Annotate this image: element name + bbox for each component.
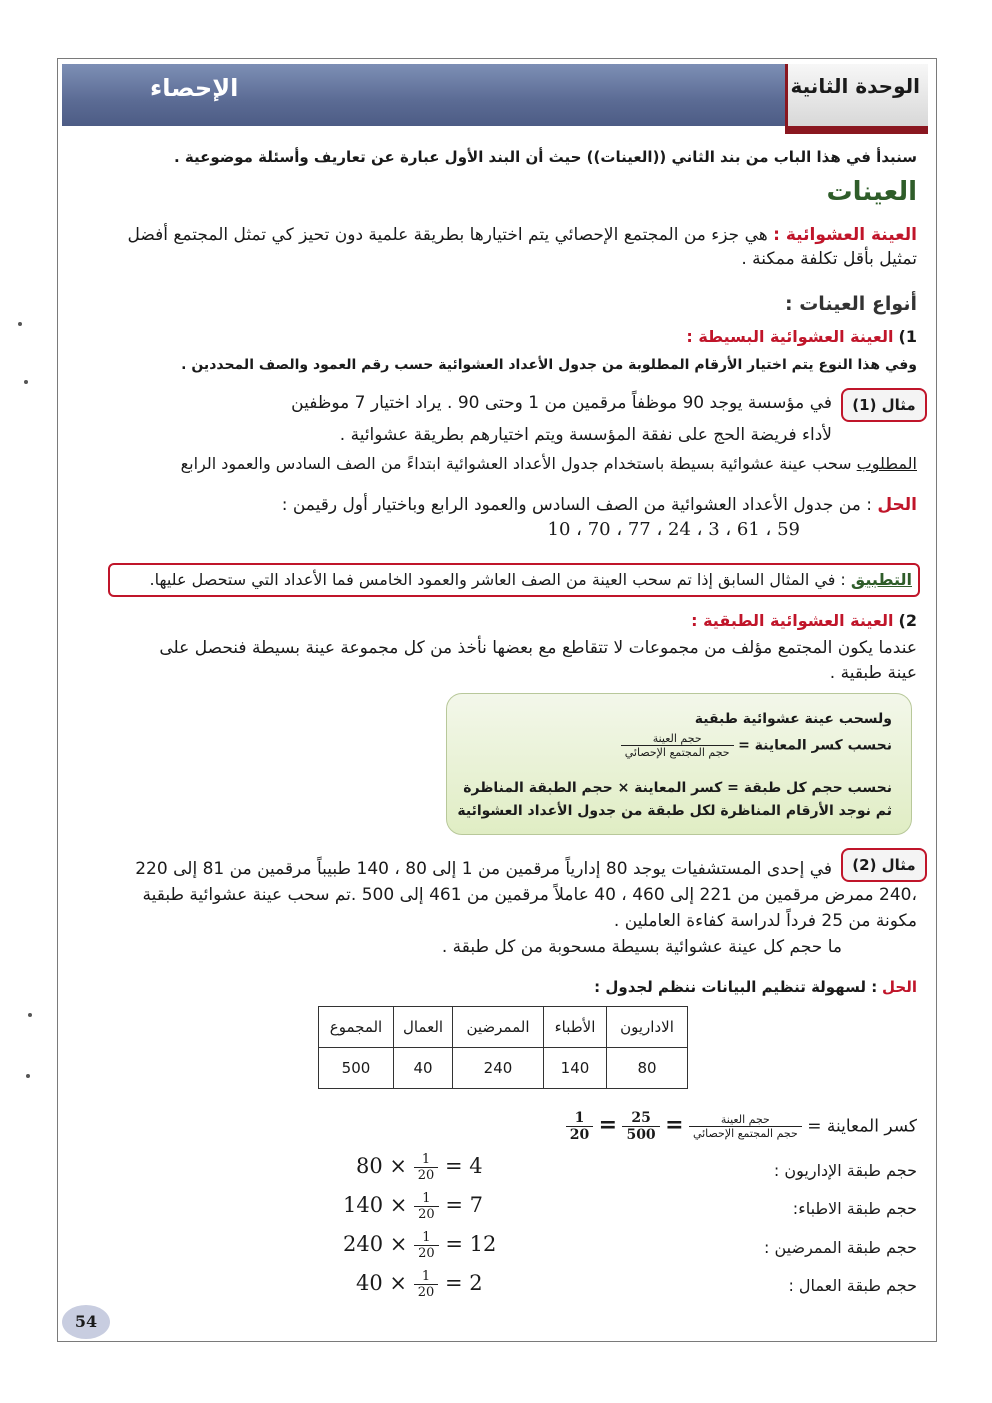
equals-sign: =: [445, 1232, 463, 1256]
example-1-solution: [282, 494, 917, 516]
table-row: [319, 1048, 688, 1089]
green-box-line-2: نحسب حجم كل طبقة = كسر المعاينة × حجم الطبقة المناظرة: [463, 780, 892, 796]
equals-sign: =: [598, 1112, 618, 1138]
stratum-calculation: [343, 1230, 496, 1261]
fraction-denominator: 20: [418, 1246, 435, 1261]
stratified-heading: [691, 610, 917, 632]
definition-line-2: تمثيل بأقل تكلفة ممكنة .: [741, 249, 917, 269]
simple-number: 1): [898, 327, 917, 346]
stratum-result: 12: [469, 1232, 497, 1256]
application-text: [150, 569, 912, 591]
fraction-numerator: 1: [414, 1230, 439, 1246]
stratum-label: حجم طبقة الإداريون :: [773, 1161, 917, 1180]
types-title: أنواع العينات :: [785, 293, 917, 315]
table-cell: 80: [607, 1048, 688, 1089]
required-label: المطلوب: [856, 454, 917, 473]
solution-2-label: الحل: [882, 978, 917, 996]
example-2-line-4: ما حجم كل عينة عشوائية بسيطة مسحوبة من كل طبقة .: [441, 937, 842, 957]
example-2-tag: مثال (2): [841, 848, 927, 882]
header-accent: [785, 126, 928, 134]
equals-sign: =: [444, 1271, 463, 1295]
fraction-numerator: 1: [414, 1152, 439, 1168]
stratum-calculation: [356, 1152, 483, 1183]
example-2-line-2: ،240 ممرض مرقمين من 221 إلى 460 ، 40 عاملاً مرقمين من 461 إلى 500 .تم سحب عينة عشوائية طبقية: [142, 885, 917, 905]
scan-dot: [18, 322, 22, 326]
stratum-label: حجم طبقة العمال :: [788, 1276, 917, 1295]
fraction-1-20: [566, 1110, 593, 1143]
equals-sign: =: [444, 1154, 463, 1178]
stratum-count: 240: [343, 1232, 384, 1256]
times-sign: ×: [389, 1193, 408, 1217]
stratum-count: 40: [356, 1271, 383, 1295]
solution-text: : من جدول الأعداد العشوائية من الصف السادس والعمود الرابع وباختيار أول رقيمن :: [281, 495, 872, 515]
fraction-denominator: حجم المجتمع الإحصائي: [624, 746, 730, 759]
stratified-number: 2): [898, 611, 917, 630]
scan-dot: [26, 1074, 30, 1078]
sampling-text-numerator: حجم العينة: [689, 1113, 802, 1127]
application-body: : في المثال السابق إذا تم سحب العينة من الصف العاشر والعمود الخامس فما الأعداد التي ستحصل عليها.: [149, 570, 846, 589]
table-cell: 40: [394, 1048, 453, 1089]
sampling-text-denominator: حجم المجتمع الإحصائي: [692, 1127, 798, 1140]
solution-2-text: : لسهولة تنظيم البيانات ننظم لجدول :: [594, 978, 878, 996]
equals-sign: =: [665, 1112, 684, 1138]
stratum-label: حجم طبقة الممرضين :: [764, 1238, 917, 1257]
chapter-title: الإحصاء: [150, 74, 239, 102]
green-box-fraction: [621, 732, 892, 759]
times-sign: ×: [389, 1154, 408, 1178]
fraction-label: نحسب كسر المعاينة =: [738, 737, 892, 754]
fraction: [414, 1230, 439, 1261]
section-title: العينات: [826, 177, 917, 207]
sampling-fraction-label: كسر المعاينة =: [807, 1116, 917, 1137]
equals-sign: =: [445, 1193, 463, 1217]
definition-text: هي جزء من المجتمع الإحصائي يتم اختيارها بطريقة علمية دون تحيز كي تمثل المجتمع أفضل: [127, 225, 768, 245]
stratum-result: 2: [469, 1271, 483, 1295]
fraction-numerator: 1: [566, 1110, 593, 1127]
fraction: [621, 732, 734, 759]
table-cell: 500: [319, 1048, 394, 1089]
intro-text: سنبدأ في هذا الباب من بند الثاني ((العينات)) حيث أن البند الأول عبارة عن تعاريف وأسئلة موضوعية .: [173, 148, 917, 166]
fraction: [414, 1152, 439, 1183]
fraction-25-500: [622, 1110, 659, 1143]
stratified-line-2: عينة طبقية .: [829, 663, 917, 683]
example-1-line-2: لأداء فريضة الحج على نفقة المؤسسة ويتم اختيارهم بطريقة عشوائية .: [339, 425, 832, 445]
table-header: المجموع: [319, 1007, 394, 1048]
example-2-line-3: مكونة من 25 فرداً لدراسة كفاءة العاملين .: [613, 911, 917, 931]
simple-sample-heading: [686, 326, 917, 348]
sampling-fraction-equation: [566, 1110, 917, 1143]
staff-table: [318, 1006, 688, 1089]
solution-label: الحل: [877, 495, 917, 515]
table-header: العمال: [394, 1007, 453, 1048]
fraction-numerator: 1: [414, 1269, 439, 1285]
unit-title: الوحدة الثانية: [790, 74, 920, 98]
example-2-line-1: في إحدى المستشفيات يوجد 80 إدارياً مرقمين من 1 إلى 80 ، 140 طبيباً مرقمين من 81 إلى 220: [135, 859, 832, 879]
stratum-result: 7: [469, 1193, 483, 1217]
page-number: 54: [62, 1305, 110, 1339]
table-cell: 240: [453, 1048, 544, 1089]
scan-dot: [24, 380, 28, 384]
times-sign: ×: [389, 1232, 408, 1256]
simple-description: وفي هذا النوع يتم اختيار الأرقام المطلوبة من جدول الأعداد العشوائية حسب رقم العمود والصف المحددين .: [181, 357, 917, 373]
random-numbers: 59 ، 61 ، 3 ، 24 ، 77 ، 70 ، 10: [547, 519, 800, 540]
fraction-denominator: 20: [417, 1285, 435, 1300]
definition-term: العينة العشوائية :: [773, 225, 917, 245]
fraction-denominator: 20: [417, 1168, 435, 1183]
fraction: [414, 1269, 439, 1300]
fraction: [414, 1191, 439, 1222]
table-header: الممرضين: [453, 1007, 544, 1048]
example-1-line-1: في مؤسسة يوجد 90 موظفاً مرقمين من 1 وحتى 90 . يراد اختيار 7 موظفين: [291, 393, 832, 413]
times-sign: ×: [389, 1271, 408, 1295]
stratum-result: 4: [469, 1154, 483, 1178]
table-header: الأطباء: [544, 1007, 607, 1048]
definition-line-1: [128, 224, 917, 246]
fraction-denominator: 20: [418, 1207, 435, 1222]
fraction-numerator: حجم العينة: [621, 732, 734, 746]
stratum-count: 80: [356, 1154, 383, 1178]
stratum-calculation: [356, 1269, 483, 1300]
fraction-denominator: 20: [569, 1127, 590, 1143]
fraction-numerator: 1: [414, 1191, 439, 1207]
scan-dot: [28, 1013, 32, 1017]
table-header-row: [319, 1007, 688, 1048]
table-cell: 140: [544, 1048, 607, 1089]
required-text: سحب عينة عشوائية بسيطة باستخدام جدول الأعداد العشوائية ابتداءً من الصف السادس والعمود الرابع: [180, 454, 852, 473]
green-box-heading: ولسحب عينة عشوائية طبقية: [694, 711, 892, 727]
fraction-denominator: 500: [626, 1127, 656, 1143]
stratified-line-1: عندما يكون المجتمع مؤلف من مجموعات لا تتقاطع مع بعضها نأخذ من كل مجموعة عينة بسيطة فنحصل على: [159, 638, 917, 658]
sampling-text-fraction: [689, 1113, 802, 1140]
green-box-line-3: ثم نوجد الأرقام المناظرة لكل طبقة من جدول الأعداد العشوائية: [457, 803, 892, 819]
fraction-numerator: 25: [622, 1110, 659, 1127]
example-1-tag: مثال (1): [841, 388, 927, 422]
stratum-count: 140: [343, 1193, 384, 1217]
table-header: الاداريون: [607, 1007, 688, 1048]
stratum-label: حجم طبقة الاطباء:: [792, 1199, 917, 1218]
example-2-solution: [594, 976, 917, 998]
example-1-required: [181, 453, 917, 475]
simple-title: العينة العشوائية البسيطة :: [686, 327, 894, 346]
application-label: التطبيق: [850, 570, 912, 589]
stratified-title: العينة العشوائية الطبقية :: [691, 611, 894, 630]
stratum-calculation: [343, 1191, 483, 1222]
